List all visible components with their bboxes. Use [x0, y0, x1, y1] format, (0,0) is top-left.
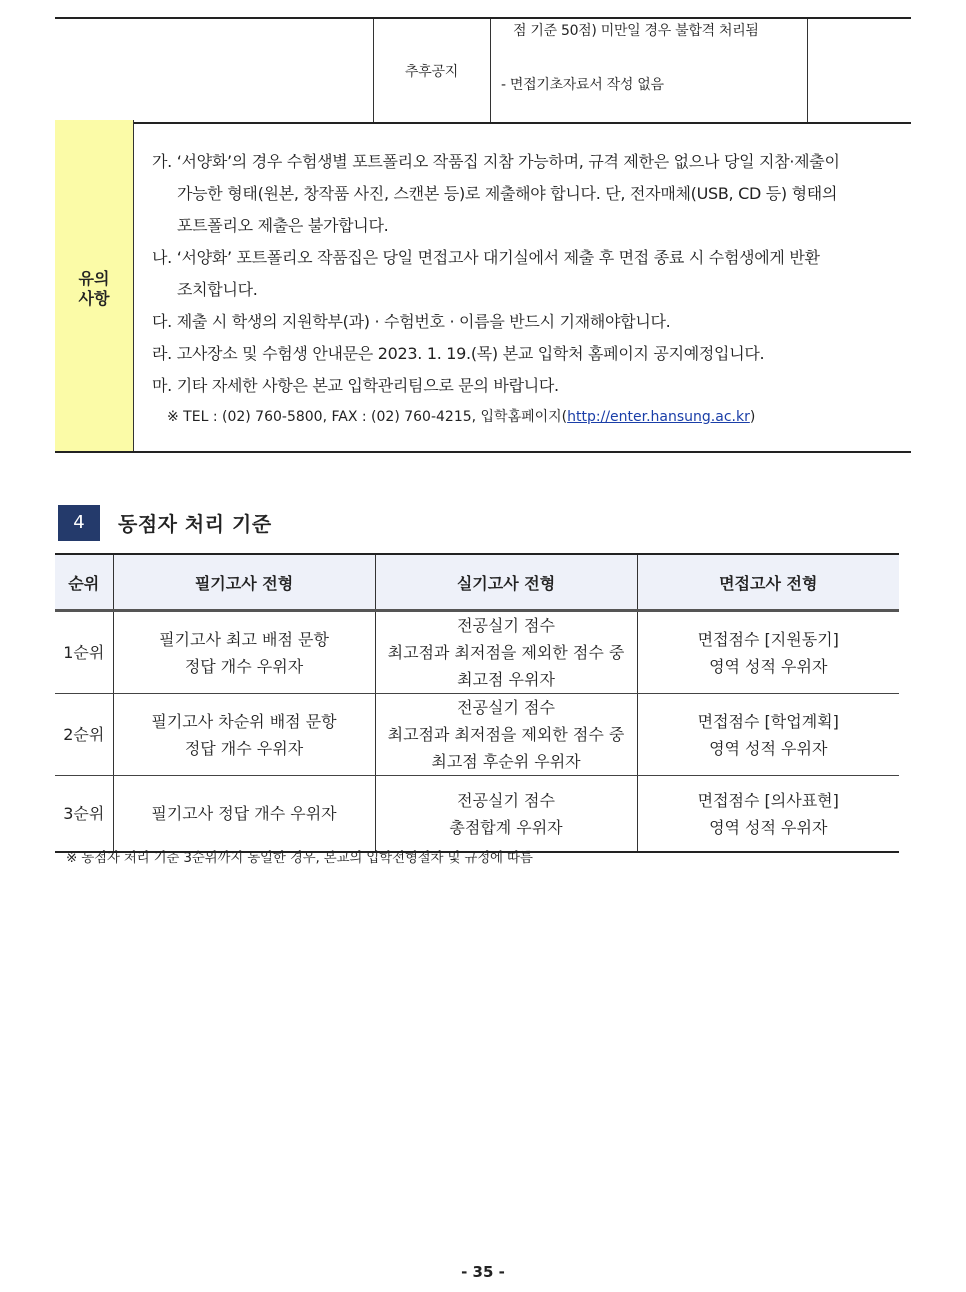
- cell-line: 최고점과 최저점을 제외한 점수 중: [387, 643, 625, 662]
- practical-cell: [375, 611, 637, 694]
- practical-cell: [375, 776, 637, 853]
- cell-line: 총점합계 우위자: [449, 817, 563, 837]
- interview-cell: [637, 611, 899, 694]
- cell-line: 전공실기 점수: [457, 790, 555, 810]
- notice-item-ga-cont2: 포트폴리오 제출은 불가합니다.: [177, 216, 389, 235]
- cell-line: 면접점수 [학업계획]: [697, 711, 839, 731]
- interview-cell: [637, 694, 899, 776]
- notice-label-line2: 사항: [78, 289, 110, 308]
- cell-line: 전공실기 점수: [457, 616, 555, 635]
- homepage-link[interactable]: http://enter.hansung.ac.kr: [567, 409, 750, 425]
- header-rank: 순위: [55, 554, 113, 611]
- notice-item-ra: 라. 고사장소 및 수험생 안내문은 2023. 1. 19.(목) 본교 입학처 홈페이지 공지예정입니다.: [152, 344, 765, 363]
- cell-line: 영역 성적 우위자: [709, 817, 828, 837]
- rank-cell: 3순위: [55, 776, 113, 853]
- written-cell: [113, 694, 375, 776]
- notice-item-ma: 마. 기타 자세한 사항은 본교 입학관리팀으로 문의 바랍니다.: [152, 376, 559, 395]
- notice-label-line1: 유의: [78, 269, 110, 288]
- page-number: - 35 -: [461, 1263, 505, 1281]
- written-cell: [113, 611, 375, 694]
- tie-break-footnote: ※ 동점자 처리 기준 3순위까지 동일한 경우, 본교의 입학전형절차 및 규정에 따름: [66, 850, 533, 866]
- header-practical: 실기고사 전형: [375, 554, 637, 611]
- notice-item-da: 다. 제출 시 학생의 지원학부(과) · 수험번호 · 이름을 반드시 기재해야합니다.: [152, 312, 671, 331]
- rank-cell: 2순위: [55, 694, 113, 776]
- cell-line: 최고점과 최저점을 제외한 점수 중: [387, 725, 625, 744]
- interview-cell: [637, 776, 899, 853]
- contact-prefix: ※ TEL : (02) 760-5800, FAX : (02) 760-4215, 입학홈페이지(: [167, 409, 568, 425]
- table-row: [55, 776, 899, 853]
- written-cell: [113, 776, 375, 853]
- cell-line: 면접점수 [지원동기]: [697, 629, 839, 649]
- contact-info: [167, 406, 755, 426]
- cell-line: 정답 개수 우위자: [184, 738, 304, 758]
- cell-line: 필기고사 정답 개수 우위자: [151, 804, 337, 823]
- section-title: 동점자 처리 기준: [118, 512, 272, 536]
- cell-line: 면접점수 [의사표현]: [697, 790, 839, 810]
- section-number-badge: 4: [58, 505, 100, 541]
- cell-line: 전공실기 점수: [457, 698, 555, 717]
- table-row: [55, 694, 899, 776]
- cell-line: 영역 성적 우위자: [709, 738, 828, 758]
- tie-break-table: [55, 553, 899, 853]
- practical-cell: [375, 694, 637, 776]
- notice-item-na: 나. ‘서양화’ 포트폴리오 작품집은 당일 면접고사 대기실에서 제출 후 면접 종료 시 수험생에게 반환: [152, 248, 820, 267]
- no-interview-form-text: - 면접기초자료서 작성 없음: [501, 77, 664, 93]
- rank-cell: 1순위: [55, 611, 113, 694]
- header-written: 필기고사 전형: [113, 554, 375, 611]
- cell-line: 필기고사 차순위 배점 문항: [151, 711, 337, 731]
- cell-line: 정답 개수 우위자: [184, 656, 304, 676]
- notice-item-ga: 가. ‘서양화’의 경우 수험생별 포트폴리오 작품집 지참 가능하며, 규격 제한은 없으나 당일 지참·제출이: [152, 152, 840, 171]
- notice-item-na-cont: 조치합니다.: [177, 280, 258, 299]
- table-row: [55, 611, 899, 694]
- cell-line: 영역 성적 우위자: [709, 656, 828, 676]
- column-divider: [807, 19, 808, 122]
- cell-line: 필기고사 최고 배점 문항: [159, 629, 329, 649]
- admission-table-continuation: [55, 17, 911, 124]
- announce-later-label: 추후공지: [405, 64, 458, 80]
- cell-line: 최고점 후순위 우위자: [431, 752, 581, 771]
- fail-criteria-text: 점 기준 50점) 미만일 경우 불합격 처리됨: [513, 23, 759, 39]
- notice-box: [55, 120, 911, 453]
- notice-item-ga-cont1: 가능한 형태(원본, 창작품 사진, 스캔본 등)로 제출해야 합니다. 단, 전자매체(USB, CD 등) 형태의: [177, 184, 838, 203]
- cell-line: 최고점 우위자: [457, 670, 555, 689]
- column-divider: [490, 19, 491, 122]
- header-interview: 면접고사 전형: [637, 554, 899, 611]
- contact-suffix: ): [749, 409, 756, 425]
- table-header-row: [55, 554, 899, 611]
- notice-label: [55, 120, 134, 451]
